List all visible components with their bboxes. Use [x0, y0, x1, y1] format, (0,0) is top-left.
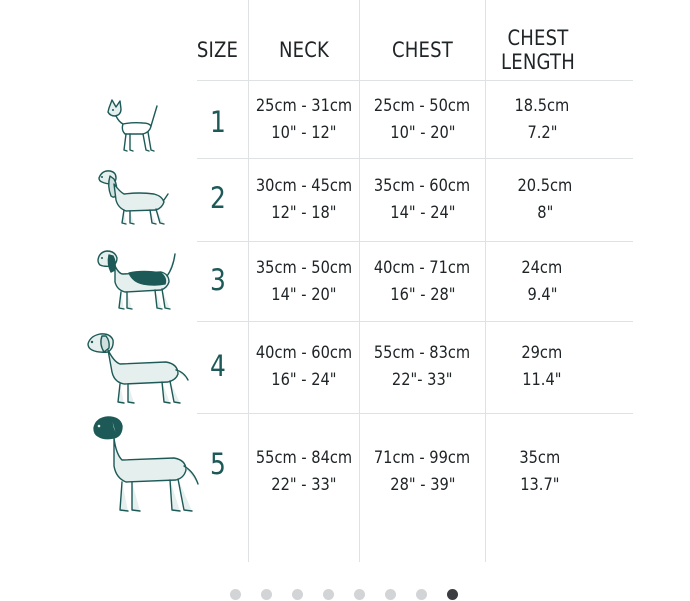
length-cm: 29cm [521, 343, 563, 363]
header-chest-label: CHEST [392, 38, 453, 62]
chest-value [360, 322, 485, 412]
chest-value [360, 430, 485, 514]
row-divider [197, 80, 633, 81]
chest-cm: 55cm - 83cm [374, 343, 471, 363]
chest-cm: 40cm - 71cm [374, 258, 471, 278]
chest-length-value [486, 160, 604, 240]
great-dane-icon [90, 414, 202, 514]
chest-value [360, 160, 485, 240]
neck-in: 14" - 20" [271, 285, 337, 305]
size-value: 1 [210, 105, 226, 139]
length-in: 7.2" [527, 123, 557, 143]
chest-cm: 25cm - 50cm [374, 96, 471, 116]
length-in: 13.7" [520, 475, 560, 495]
chest-in: 16" - 28" [389, 285, 456, 305]
chest-length-value [486, 82, 598, 158]
neck-value [249, 160, 359, 240]
neck-cm: 40cm - 60cm [255, 343, 353, 363]
chest-value [360, 242, 485, 322]
header-neck-label: NECK [278, 38, 330, 62]
neck-cm: 35cm - 50cm [255, 258, 353, 278]
neck-value [249, 242, 359, 322]
length-cm: 20.5cm [517, 176, 573, 196]
neck-value [249, 322, 359, 412]
length-cm: 18.5cm [514, 96, 570, 116]
carousel-pagination [228, 589, 468, 601]
length-in: 8" [536, 203, 554, 223]
chest-cm: 35cm - 60cm [374, 176, 471, 196]
header-size [194, 20, 241, 80]
chihuahua-icon [103, 98, 161, 156]
chest-in: 28" - 39" [389, 475, 456, 495]
chest-cm: 71cm - 99cm [374, 448, 471, 468]
header-size-label: SIZE [196, 38, 239, 62]
chest-length-value [486, 242, 598, 322]
chest-in: 10" - 20" [389, 123, 456, 143]
header-neck [257, 20, 352, 80]
neck-value [249, 430, 359, 514]
labrador-icon [86, 328, 190, 406]
size-value: 4 [210, 349, 226, 383]
row-divider [197, 413, 633, 414]
neck-cm: 30cm - 45cm [255, 176, 353, 196]
length-in: 9.4" [527, 285, 557, 305]
spaniel-icon [96, 168, 170, 226]
neck-cm: 55cm - 84cm [255, 448, 353, 468]
row-divider [197, 158, 633, 159]
beagle-icon [95, 246, 179, 312]
neck-value [249, 82, 359, 158]
header-chest-length-line1: CHEST [507, 26, 569, 50]
chest-length-value [486, 430, 594, 514]
length-in: 11.4" [522, 370, 562, 390]
neck-cm: 25cm - 31cm [255, 96, 353, 116]
length-cm: 35cm [519, 448, 561, 468]
neck-in: 22" - 33" [271, 475, 337, 495]
size-value: 5 [210, 447, 226, 481]
neck-in: 12" - 18" [271, 203, 337, 223]
header-chest-length-line2: LENGTH [501, 50, 575, 74]
chest-in: 22"- 33" [392, 370, 453, 390]
header-chest-length [493, 20, 582, 80]
size-value: 2 [210, 181, 226, 215]
chest-value [360, 82, 485, 158]
length-cm: 24cm [521, 258, 563, 278]
chest-length-value [486, 322, 598, 412]
chest-in: 14" - 24" [389, 203, 456, 223]
header-chest [369, 20, 477, 80]
neck-in: 16" - 24" [271, 370, 337, 390]
neck-in: 10" - 12" [271, 123, 337, 143]
size-value: 3 [210, 263, 226, 297]
